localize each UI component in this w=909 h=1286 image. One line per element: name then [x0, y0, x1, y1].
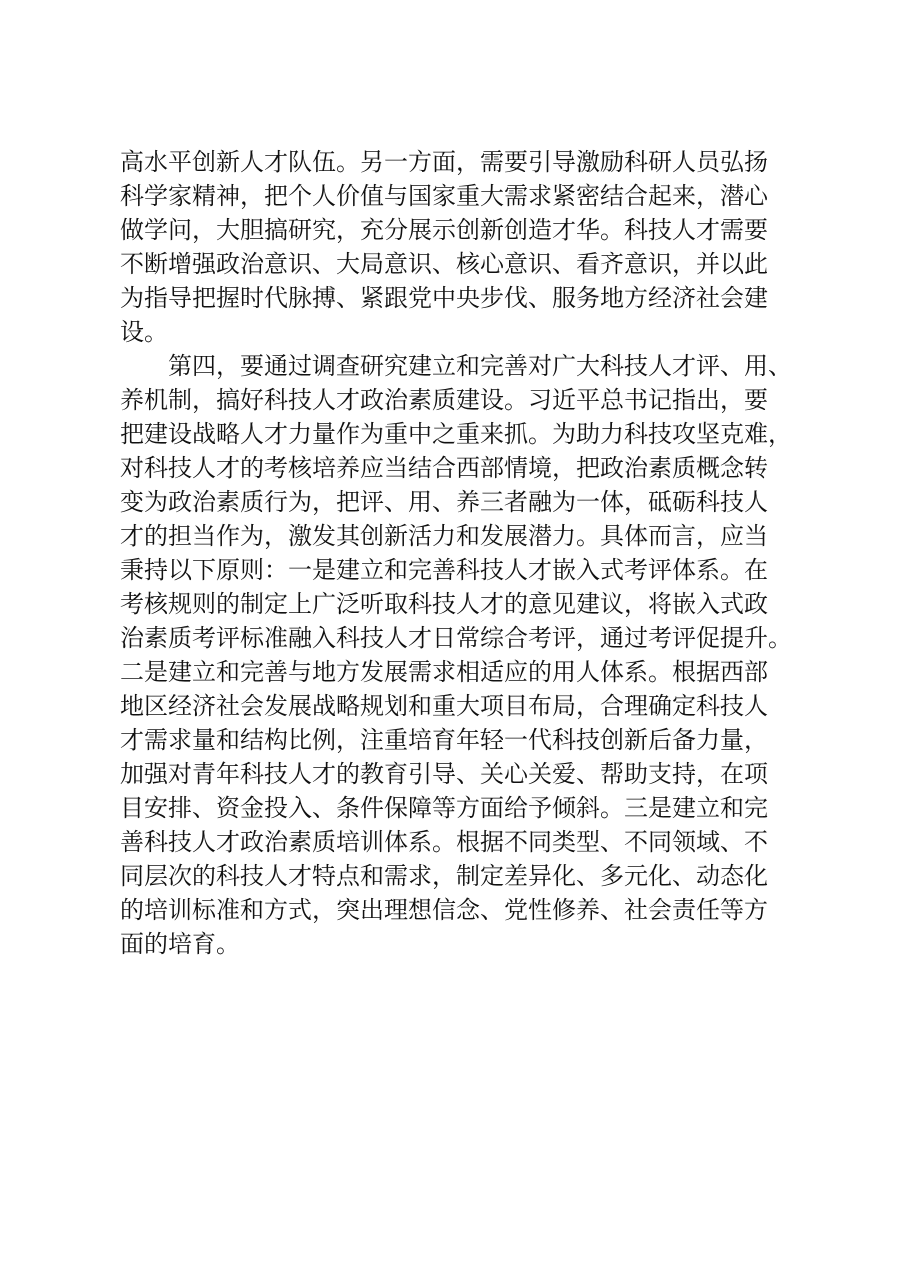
- text-line: 地区经济社会发展战略规划和重大项目布局，合理确定科技人: [120, 692, 768, 720]
- text-line: 善科技人才政治素质培训体系。根据不同类型、不同领域、不: [120, 828, 768, 856]
- text-line: 才需求量和结构比例，注重培育年轻一代科技创新后备力量，: [120, 726, 768, 754]
- text-line: 高水平创新人才队伍。另一方面，需要引导激励科研人员弘扬: [120, 148, 768, 176]
- text-line: 面的培育。: [120, 930, 240, 958]
- text-line: 设。: [120, 318, 168, 346]
- text-line: 为指导把握时代脉搏、紧跟党中央步伐、服务地方经济社会建: [120, 284, 768, 312]
- text-line: 把建设战略人才力量作为重中之重来抓。为助力科技攻坚克难，: [120, 420, 792, 448]
- text-line: 加强对青年科技人才的教育引导、关心关爱、帮助支持，在项: [120, 760, 768, 788]
- text-line: 对科技人才的考核培养应当结合西部情境，把政治素质概念转: [120, 454, 768, 482]
- text-line: 科学家精神，把个人价值与国家重大需求紧密结合起来，潜心: [120, 182, 768, 210]
- text-line: 二是建立和完善与地方发展需求相适应的用人体系。根据西部: [120, 658, 768, 686]
- text-line: 考核规则的制定上广泛听取科技人才的意见建议，将嵌入式政: [120, 590, 768, 618]
- paragraph-start-line: 第四，要通过调查研究建立和完善对广大科技人才评、用、: [168, 352, 792, 380]
- text-line: 养机制，搞好科技人才政治素质建设。习近平总书记指出，要: [120, 386, 768, 414]
- text-line: 才的担当作为，激发其创新活力和发展潜力。具体而言，应当: [120, 522, 768, 550]
- text-line: 变为政治素质行为，把评、用、养三者融为一体，砥砺科技人: [120, 488, 768, 516]
- text-line: 秉持以下原则：一是建立和完善科技人才嵌入式考评体系。在: [120, 556, 768, 584]
- text-line: 治素质考评标准融入科技人才日常综合考评，通过考评促提升。: [120, 624, 792, 652]
- text-line: 同层次的科技人才特点和需求，制定差异化、多元化、动态化: [120, 862, 768, 890]
- text-line: 的培训标准和方式，突出理想信念、党性修养、社会责任等方: [120, 896, 768, 924]
- body-text: [120, 145, 810, 961]
- text-line: 目安排、资金投入、条件保障等方面给予倾斜。三是建立和完: [120, 794, 768, 822]
- text-line: 做学问，大胆搞研究，充分展示创新创造才华。科技人才需要: [120, 216, 768, 244]
- text-line: 不断增强政治意识、大局意识、核心意识、看齐意识，并以此: [120, 250, 768, 278]
